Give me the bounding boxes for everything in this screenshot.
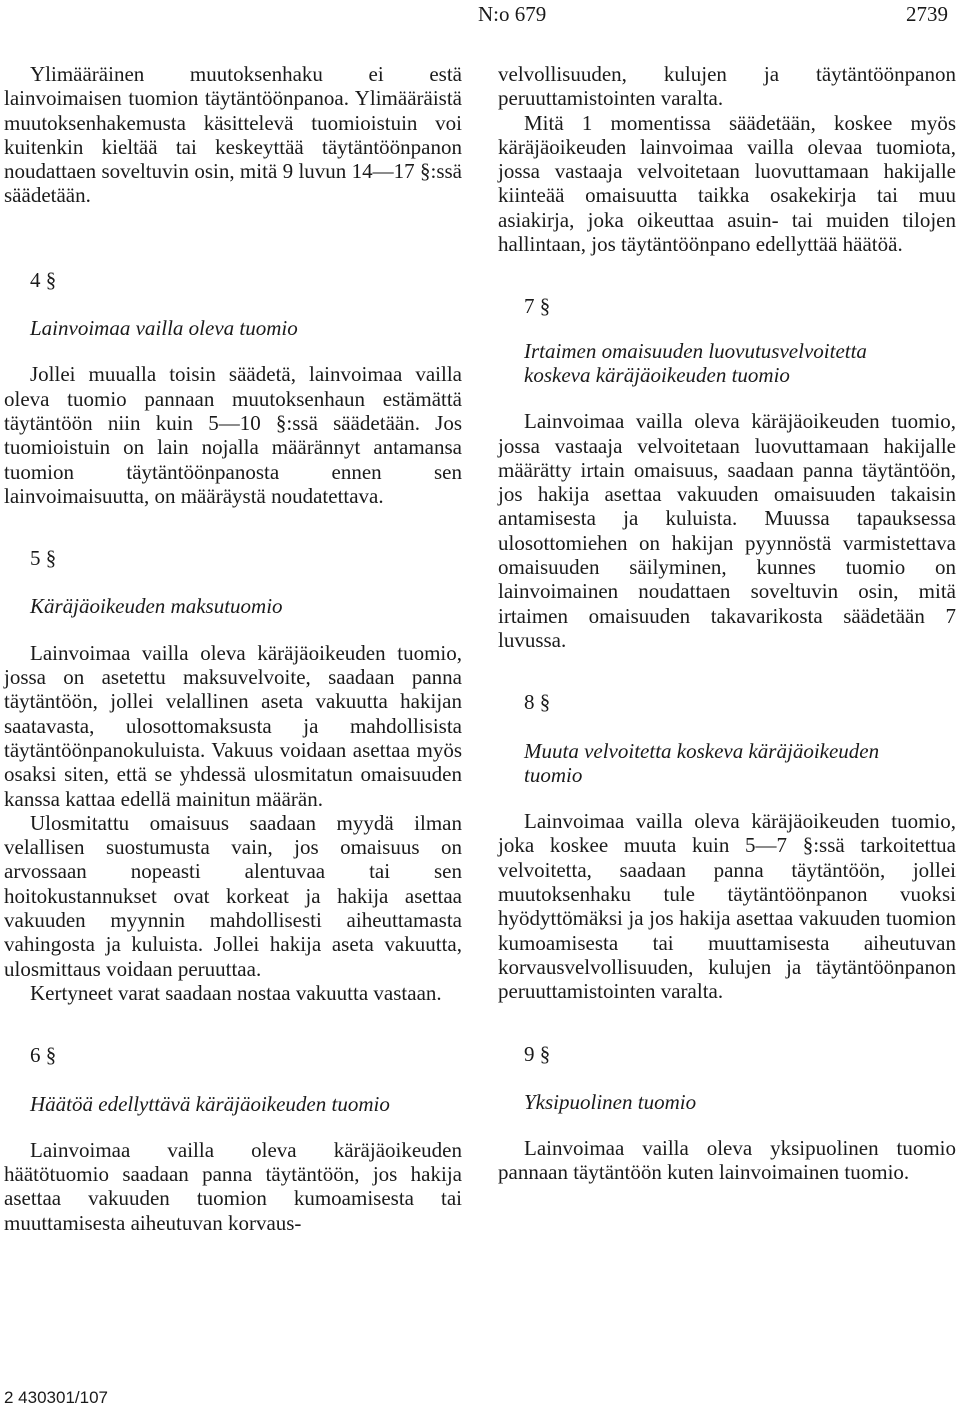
section-8-paragraph-1: Lainvoimaa vailla oleva käräjäoikeuden tuomio, joka koskee muuta kuin 5—7 §:ssä tarkoitettua velvoitetta, saadaan panna täytäntöön, jollei muutoksenhaku tule täytäntöönpanon vuoksi hyödyttömäksi ja jos hakija asettaa vakuuden tuomion kumoamisesta tai muuttamisesta aiheutuvan korvausvelvollisuuden, kulujen ja täytäntöönpanon peruuttamistointen varalta. bbox=[498, 809, 956, 1004]
section-8-title-line-1: Muuta velvoitetta koskeva käräjäoikeuden bbox=[524, 738, 880, 763]
section-8-number: 8 § bbox=[524, 690, 551, 715]
section-7-number: 7 § bbox=[524, 294, 551, 319]
section-7-paragraph-1: Lainvoimaa vailla oleva käräjäoikeuden tuomio, jossa vastaaja velvoitetaan luovuttamaan hakijalle määrätty irtain omaisuus, saadaan panna täytäntöön, jos hakija asettaa vakuuden omaisuuden takaisin antamisesta ja kuluista. Muussa tapauksessa ulosottomiehen on hakijan pyynnöstä varmistettava omaisuuden säilyminen, kunnes tuomio on lainvoimainen noudattaen soveltuvin osin, mitä irtaimen omaisuuden takavarikosta säädetään 7 luvussa. bbox=[498, 409, 956, 652]
continued-paragraph: velvollisuuden, kulujen ja täytäntöönpanon peruuttamistointen varalta. bbox=[498, 62, 956, 111]
section-6-paragraph-2: Mitä 1 momentissa säädetään, koskee myös käräjäoikeuden lainvoimaa vailla olevaa tuomiota, jossa vastaaja velvoitetaan luovuttamaan hakijalle kiinteää omaisuutta taikka osakekirja tai muu asiakirja, joka oikeuttaa asuin- tai muiden tilojen hallintaan, jos täytäntöönpano edellyttää häätöä. bbox=[498, 110, 956, 257]
section-9-paragraph-1: Lainvoimaa vailla oleva yksipuolinen tuomio pannaan täytäntöön kuten lainvoimainen tuomio. bbox=[498, 1136, 956, 1185]
section-7-title-line-2: koskeva käräjäoikeuden tuomio bbox=[524, 362, 790, 387]
section-4-title: Lainvoimaa vailla oleva tuomio bbox=[30, 316, 298, 341]
section-4-paragraph-1: Jollei muualla toisin säädetä, lainvoimaa vailla oleva tuomio pannaan muutoksenhaun estämättä täytäntöön niin kuin 5—10 §:ssä säädetään. Jos tuomioistuin on lain nojalla määrännyt antamansa tuomion täytäntöönpanosta ennen sen lainvoimaisuutta, on määräystä noudatettava. bbox=[4, 362, 462, 508]
section-9-title: Yksipuolinen tuomio bbox=[524, 1089, 697, 1114]
intro-paragraph: Ylimääräinen muutoksenhaku ei estä lainvoimaisen tuomion täytäntöönpanoa. Ylimääräistä muutoksenhakemusta käsittelevä tuomioistuin voi kuitenkin kieltää tai keskeyttää täytäntöönpanon noudattaen soveltuvin osin, mitä 9 luvun 14—17 §:ssä säädetään. bbox=[4, 62, 462, 208]
issue-number: N:o 679 bbox=[478, 2, 547, 26]
right-column bbox=[498, 62, 956, 1185]
section-8-title-line-2: tuomio bbox=[524, 762, 583, 787]
section-5-paragraph-3: Kertyneet varat saadaan nostaa vakuutta vastaan. bbox=[30, 980, 442, 1005]
section-5-title: Käräjäoikeuden maksutuomio bbox=[30, 594, 283, 619]
page-header bbox=[0, 2, 960, 30]
section-6-number: 6 § bbox=[30, 1043, 57, 1068]
section-7-title-line-1: Irtaimen omaisuuden luovutusvelvoitetta bbox=[524, 338, 867, 363]
section-9-number: 9 § bbox=[524, 1041, 551, 1066]
section-5-number: 5 § bbox=[30, 546, 57, 571]
page-number: 2739 bbox=[906, 2, 948, 26]
section-6-title: Häätöä edellyttävä käräjäoikeuden tuomio bbox=[30, 1091, 390, 1116]
left-column bbox=[4, 62, 462, 1235]
section-5-paragraph-1: Lainvoimaa vailla oleva käräjäoikeuden tuomio, jossa on asetettu maksuvelvoite, saadaan panna täytäntöön, jollei velallinen aseta vakuutta hakijan saatavasta, ulosottomaksusta ja mahdollisista täytäntöönpanokuluista. Vakuus voidaan asettaa myös osaksi siten, että se yhdessä ulosmitatun omaisuuden kanssa kattaa edellä mainitun määrän. bbox=[4, 640, 462, 811]
printing-code: 2 430301/107 bbox=[4, 1388, 108, 1407]
section-5-paragraph-2: Ulosmitattu omaisuus saadaan myydä ilman velallisen suostumusta vain, jos omaisuus on arvossaan nopeasti alentuvaa tai sen hoitokustannukset ovat korkeat ja hakija asettaa vakuuden myynnin mahdollisesti aiheuttamasta vahingosta ja kuluista. Jollei hakija aseta vakuutta, ulosmittaus voidaan peruuttaa. bbox=[4, 810, 462, 981]
section-4-number: 4 § bbox=[30, 267, 57, 292]
section-6-paragraph-1: Lainvoimaa vailla oleva käräjäoikeuden häätötuomio saadaan panna täytäntöön, jos hakija asettaa vakuuden tuomion kumoamisesta tai muuttamisesta aiheutuvan korvaus- bbox=[4, 1137, 462, 1235]
